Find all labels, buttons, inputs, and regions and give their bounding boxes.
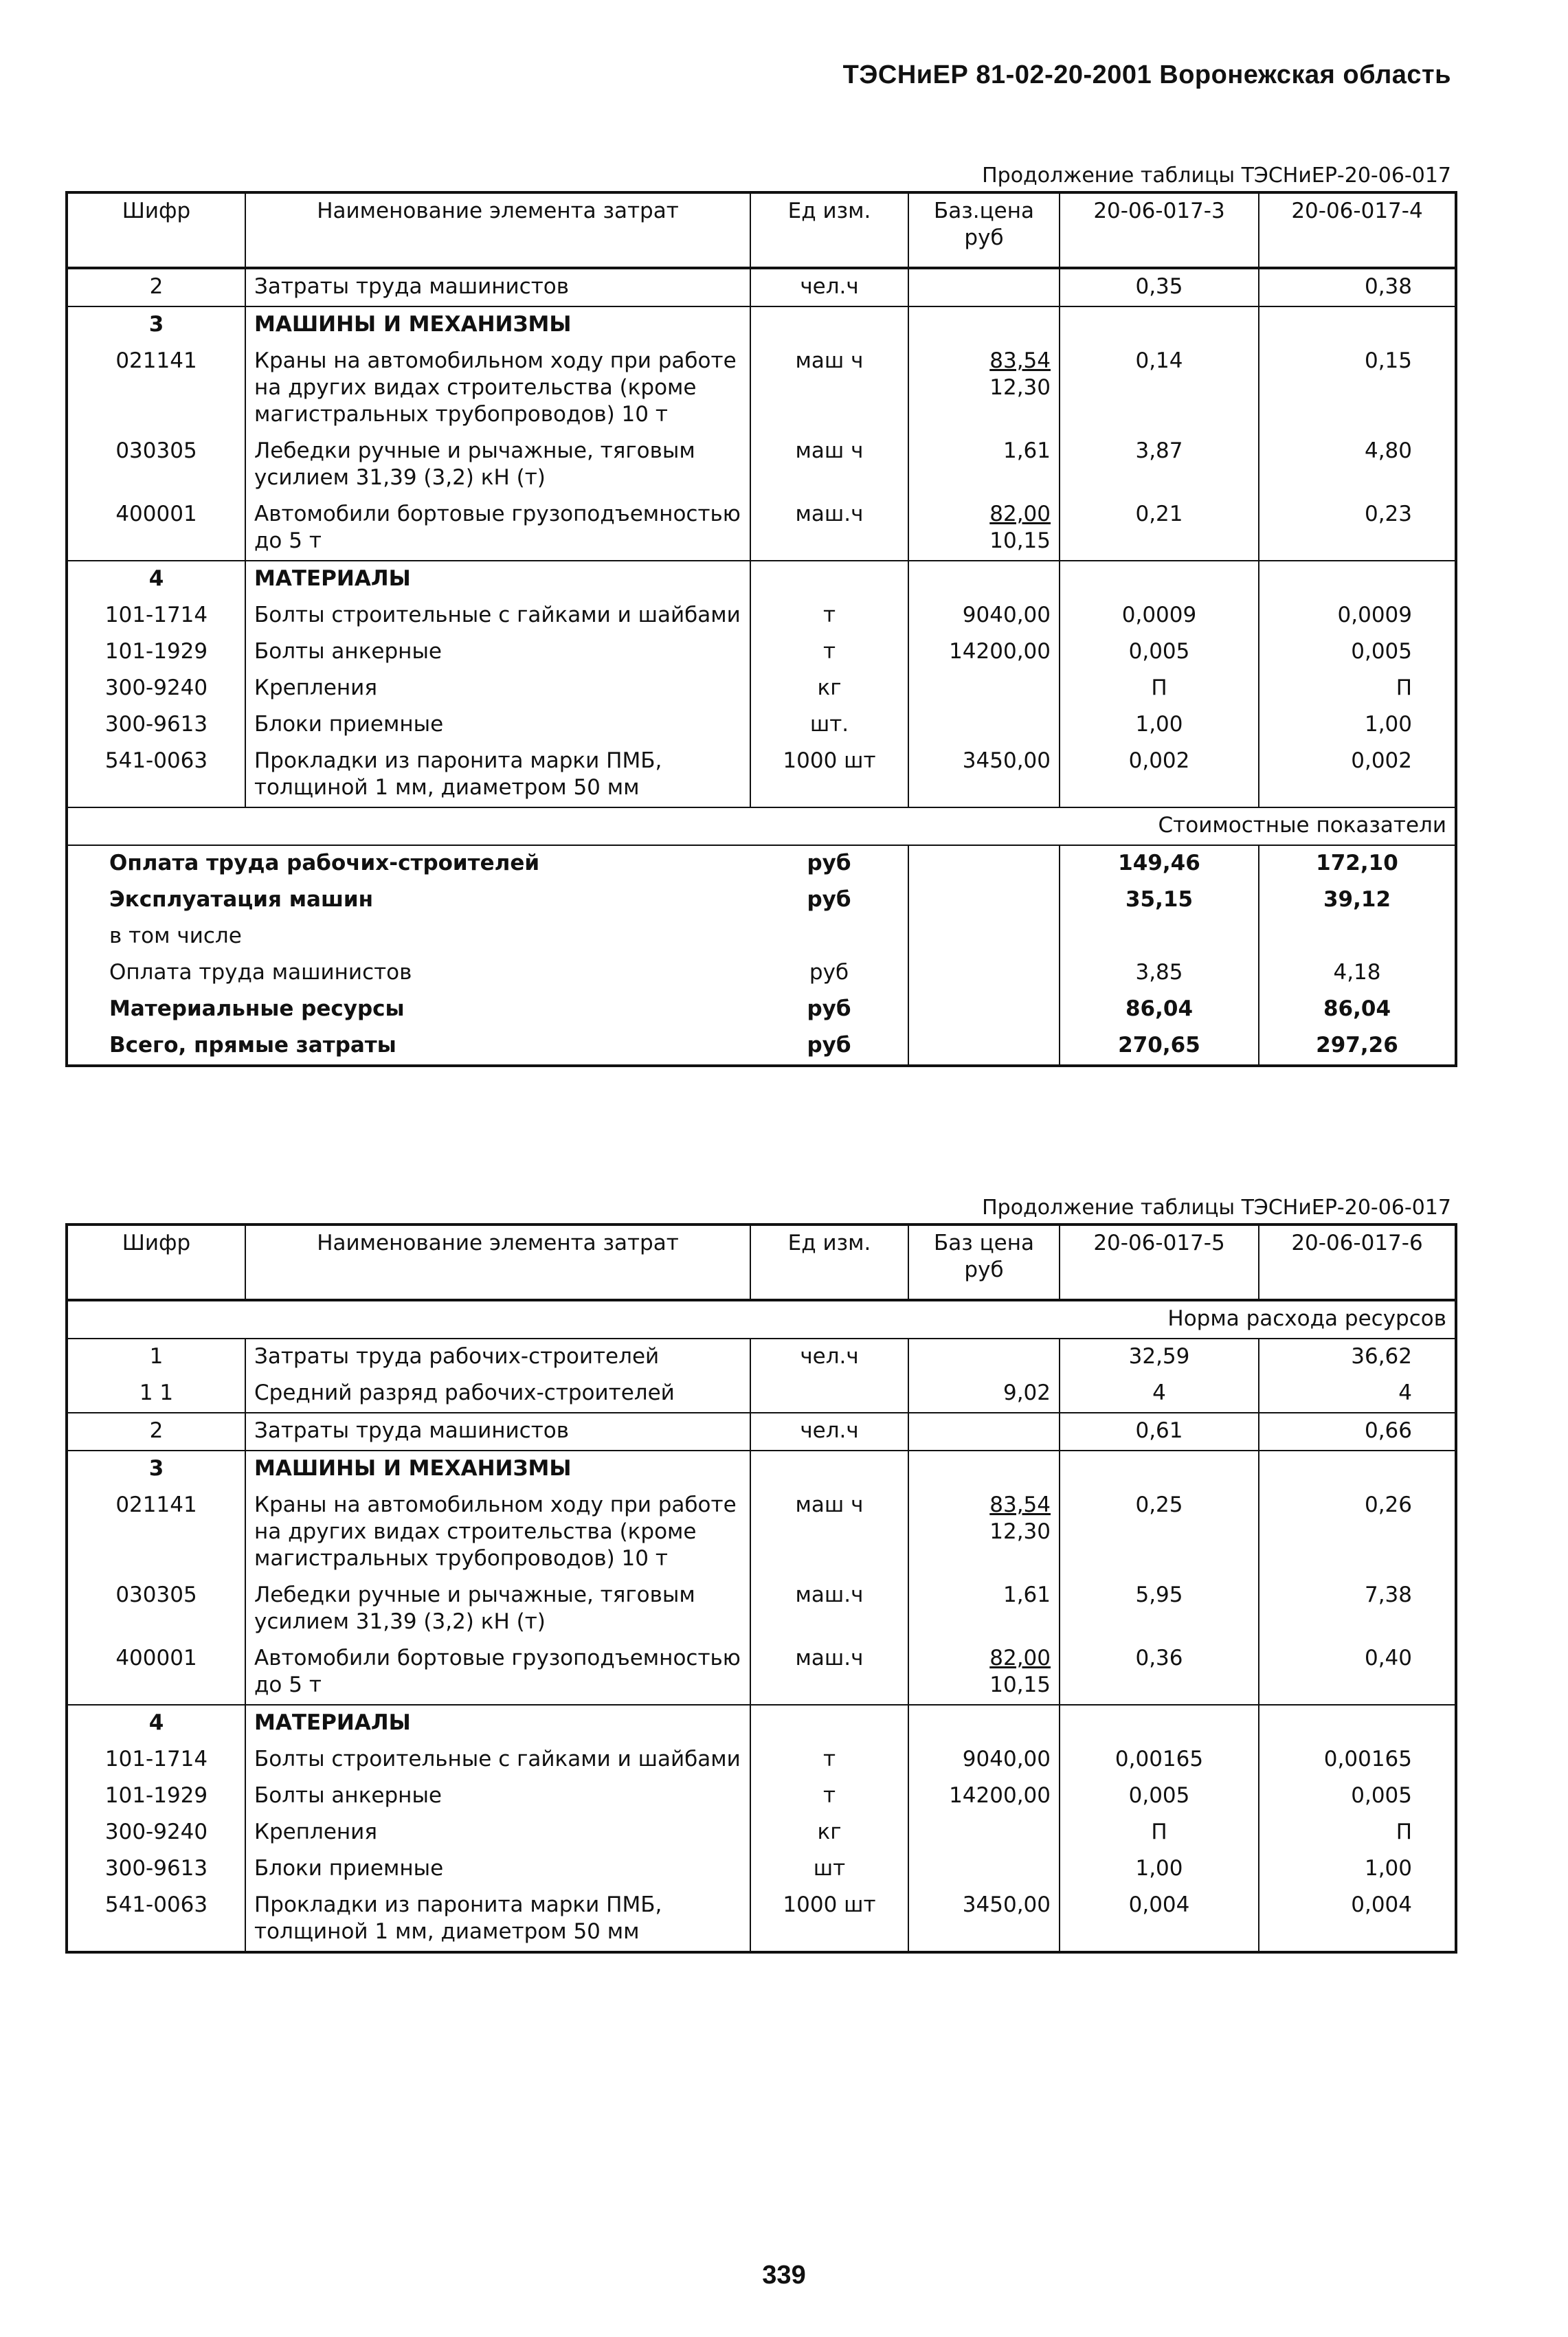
row-value-a bbox=[1060, 1451, 1259, 1488]
row-unit: чел.ч bbox=[750, 268, 908, 306]
row-unit: маш ч bbox=[750, 1488, 908, 1578]
row-code: 541-0063 bbox=[104, 1892, 208, 1917]
resource-norm-band bbox=[67, 1300, 1456, 1339]
total-value-b: 39,12 bbox=[1323, 887, 1391, 912]
row-value-b: 0,002 bbox=[1351, 748, 1412, 773]
row-unit: 1000 шт bbox=[750, 1888, 908, 1952]
row-price: 1,61 bbox=[908, 434, 1060, 497]
table-row bbox=[67, 743, 1456, 807]
row-price: 9040,00 bbox=[908, 1742, 1060, 1778]
row-name: МАШИНЫ И МЕХАНИЗМЫ bbox=[245, 306, 750, 344]
header-price: Баз цена руб bbox=[908, 1225, 1060, 1300]
row-code: 3 bbox=[67, 1451, 245, 1488]
row-name: Крепления bbox=[245, 1815, 750, 1851]
row-code: 300-9613 bbox=[104, 1856, 208, 1881]
total-price bbox=[908, 919, 1060, 955]
row-price bbox=[908, 497, 1060, 561]
row-unit: кг bbox=[750, 671, 908, 707]
row-unit: т bbox=[750, 1778, 908, 1815]
row-price-wage: 10,15 bbox=[989, 1673, 1051, 1697]
table-row bbox=[67, 1742, 1456, 1778]
row-code: 030305 bbox=[115, 438, 197, 463]
row-code: 030305 bbox=[115, 1583, 197, 1607]
row-price bbox=[908, 1851, 1060, 1888]
row-code: 101-1714 bbox=[104, 603, 208, 627]
row-name: Средний разряд рабочих-строителей bbox=[245, 1376, 750, 1413]
table-row bbox=[67, 1578, 1456, 1641]
row-value-a: 0,61 bbox=[1060, 1413, 1259, 1451]
row-code: 4 bbox=[67, 1705, 245, 1742]
table-row bbox=[67, 1339, 1456, 1376]
row-unit: кг bbox=[750, 1815, 908, 1851]
total-label: Эксплуатация машин bbox=[109, 887, 374, 912]
table-row bbox=[67, 707, 1456, 743]
table-row bbox=[67, 598, 1456, 634]
row-code: 021141 bbox=[115, 348, 197, 373]
total-value-a: 86,04 bbox=[1060, 992, 1259, 1028]
table-row bbox=[67, 634, 1456, 671]
row-value-b: П bbox=[1396, 675, 1412, 700]
row-unit: чел.ч bbox=[750, 1339, 908, 1376]
row-price-total: 82,00 bbox=[989, 1646, 1051, 1670]
row-name: Лебедки ручные и рычажные, тяговым усилием 31,39 (3,2) кН (т) bbox=[245, 434, 750, 497]
row-code: 300-9240 bbox=[104, 675, 208, 700]
row-value-b: 1,00 bbox=[1364, 1856, 1412, 1881]
table-row bbox=[67, 434, 1456, 497]
table-row bbox=[67, 1451, 1456, 1488]
row-price: 9,02 bbox=[908, 1376, 1060, 1413]
row-name: Болты строительные с гайками и шайбами bbox=[245, 598, 750, 634]
row-code: 2 bbox=[149, 274, 164, 299]
row-price: 1,61 bbox=[908, 1578, 1060, 1641]
row-value-a: 0,25 bbox=[1060, 1488, 1259, 1578]
row-value-b: 0,40 bbox=[1364, 1646, 1412, 1670]
row-value-b: 0,004 bbox=[1351, 1892, 1412, 1917]
row-value-b: 0,26 bbox=[1364, 1492, 1412, 1517]
row-name: Автомобили бортовые грузоподъемностью до 5 т bbox=[245, 497, 750, 561]
page-header-title: ТЭСНиЕР 81-02-20-2001 Воронежская область bbox=[842, 60, 1451, 89]
row-name: Болты строительные с гайками и шайбами bbox=[245, 1742, 750, 1778]
row-name: Прокладки из паронита марки ПМБ, толщиной 1 мм, диаметром 50 мм bbox=[245, 743, 750, 807]
header-col-b: 20-06-017-6 bbox=[1291, 1231, 1423, 1255]
header-col-a: 20-06-017-3 bbox=[1060, 192, 1259, 268]
row-unit bbox=[750, 1451, 908, 1488]
row-value-b bbox=[1259, 561, 1456, 598]
row-code: 300-9613 bbox=[104, 712, 208, 737]
row-value-a: 4 bbox=[1060, 1376, 1259, 1413]
resource-table-1 bbox=[65, 191, 1457, 1067]
header-unit: Ед изм. bbox=[750, 192, 908, 268]
row-unit: т bbox=[750, 598, 908, 634]
row-value-b: 4,80 bbox=[1364, 438, 1412, 463]
total-unit: руб bbox=[750, 1028, 908, 1066]
total-unit: руб bbox=[750, 845, 908, 882]
total-row bbox=[67, 1028, 1456, 1066]
row-value-a: 0,0009 bbox=[1060, 598, 1259, 634]
table1-body bbox=[67, 192, 1456, 1066]
row-name: Затраты труда рабочих-строителей bbox=[245, 1339, 750, 1376]
table-row bbox=[67, 306, 1456, 344]
row-code: 101-1929 bbox=[104, 639, 208, 664]
row-price bbox=[908, 707, 1060, 743]
row-value-a: 1,00 bbox=[1060, 707, 1259, 743]
row-code: 4 bbox=[67, 561, 245, 598]
total-label: Оплата труда рабочих-строителей bbox=[109, 851, 540, 875]
row-value-a bbox=[1060, 1705, 1259, 1742]
total-value-a: 270,65 bbox=[1060, 1028, 1259, 1066]
row-price bbox=[908, 268, 1060, 306]
row-value-a: 32,59 bbox=[1060, 1339, 1259, 1376]
total-row bbox=[67, 955, 1456, 992]
table-row bbox=[67, 344, 1456, 434]
total-price bbox=[908, 955, 1060, 992]
total-price bbox=[908, 1028, 1060, 1066]
table-row bbox=[67, 671, 1456, 707]
row-code: 300-9240 bbox=[104, 1820, 208, 1844]
total-value-a: 3,85 bbox=[1060, 955, 1259, 992]
row-value-b: 7,38 bbox=[1364, 1583, 1412, 1607]
table2-continuation-caption: Продолжение таблицы ТЭСНиЕР-20-06-017 bbox=[982, 1196, 1451, 1220]
page-number: 339 bbox=[762, 2261, 806, 2290]
row-unit bbox=[750, 561, 908, 598]
row-value-b: 0,66 bbox=[1259, 1413, 1456, 1451]
total-price bbox=[908, 882, 1060, 919]
table-row bbox=[67, 561, 1456, 598]
row-price-total: 83,54 bbox=[989, 1492, 1051, 1517]
total-value-b: 86,04 bbox=[1323, 996, 1391, 1021]
total-price bbox=[908, 992, 1060, 1028]
row-price bbox=[908, 306, 1060, 344]
total-row bbox=[67, 845, 1456, 882]
row-value-b: 4 bbox=[1398, 1380, 1412, 1405]
row-value-b: 0,15 bbox=[1364, 348, 1412, 373]
row-name: Затраты труда машинистов bbox=[245, 268, 750, 306]
row-name: МАТЕРИАЛЫ bbox=[245, 561, 750, 598]
total-row bbox=[67, 992, 1456, 1028]
row-price bbox=[908, 1339, 1060, 1376]
row-name: Блоки приемные bbox=[245, 1851, 750, 1888]
row-price: 9040,00 bbox=[908, 598, 1060, 634]
row-value-b: П bbox=[1396, 1820, 1412, 1844]
table1-continuation-caption: Продолжение таблицы ТЭСНиЕР-20-06-017 bbox=[982, 164, 1451, 188]
row-value-b: 36,62 bbox=[1351, 1344, 1412, 1369]
header-code: Шифр bbox=[67, 192, 245, 268]
row-name: МАТЕРИАЛЫ bbox=[245, 1705, 750, 1742]
total-row bbox=[67, 919, 1456, 955]
row-code: 400001 bbox=[115, 502, 197, 526]
row-unit: маш ч bbox=[750, 434, 908, 497]
total-price bbox=[908, 845, 1060, 882]
row-unit: маш.ч bbox=[750, 497, 908, 561]
table-row bbox=[67, 497, 1456, 561]
row-name: МАШИНЫ И МЕХАНИЗМЫ bbox=[245, 1451, 750, 1488]
row-value-a: П bbox=[1060, 671, 1259, 707]
row-name: Лебедки ручные и рычажные, тяговым усилием 31,39 (3,2) кН (т) bbox=[245, 1578, 750, 1641]
row-price: 14200,00 bbox=[908, 634, 1060, 671]
row-value-a: 0,36 bbox=[1060, 1641, 1259, 1705]
row-value-a: 1,00 bbox=[1060, 1851, 1259, 1888]
row-value-b bbox=[1259, 1705, 1456, 1742]
row-price bbox=[908, 1413, 1060, 1451]
total-value-b: 297,26 bbox=[1316, 1033, 1398, 1058]
total-label: Материальные ресурсы bbox=[109, 996, 405, 1021]
row-unit: чел.ч bbox=[750, 1413, 908, 1451]
row-price bbox=[908, 344, 1060, 434]
row-code: 3 bbox=[67, 306, 245, 344]
row-name: Затраты труда машинистов bbox=[245, 1413, 750, 1451]
row-code: 101-1929 bbox=[104, 1783, 208, 1808]
row-price: 14200,00 bbox=[908, 1778, 1060, 1815]
row-value-a bbox=[1060, 306, 1259, 344]
row-code: 2 bbox=[67, 1413, 245, 1451]
row-value-b: 0,00165 bbox=[1323, 1747, 1412, 1771]
row-value-b: 0,005 bbox=[1351, 639, 1412, 664]
header-col-a: 20-06-017-5 bbox=[1060, 1225, 1259, 1300]
row-price-wage: 12,30 bbox=[989, 375, 1051, 400]
total-unit bbox=[750, 919, 908, 955]
row-unit bbox=[750, 306, 908, 344]
row-name: Блоки приемные bbox=[245, 707, 750, 743]
row-name: Краны на автомобильном ходу при работе на других видах строительства (кроме магистральных трубопроводов) 10 т bbox=[245, 1488, 750, 1578]
row-value-a: 0,14 bbox=[1060, 344, 1259, 434]
row-value-a: 0,005 bbox=[1060, 1778, 1259, 1815]
cost-indicators-label: Стоимостные показатели bbox=[67, 807, 1456, 845]
total-value-b bbox=[1259, 919, 1456, 955]
header-unit: Ед изм. bbox=[750, 1225, 908, 1300]
row-code: 541-0063 bbox=[104, 748, 208, 773]
table-row bbox=[67, 1778, 1456, 1815]
row-price bbox=[908, 1705, 1060, 1742]
row-price-total: 83,54 bbox=[989, 348, 1051, 373]
table-row bbox=[67, 1851, 1456, 1888]
total-value-b: 4,18 bbox=[1333, 960, 1381, 985]
header-col-b: 20-06-017-4 bbox=[1291, 199, 1423, 223]
row-price: 3450,00 bbox=[908, 1888, 1060, 1952]
row-price-wage: 10,15 bbox=[989, 528, 1051, 553]
table-row bbox=[67, 1641, 1456, 1705]
row-code: 101-1714 bbox=[104, 1747, 208, 1771]
row-name: Автомобили бортовые грузоподъемностью до 5 т bbox=[245, 1641, 750, 1705]
row-unit: маш.ч bbox=[750, 1578, 908, 1641]
row-value-b: 0,0009 bbox=[1337, 603, 1412, 627]
row-price bbox=[908, 1641, 1060, 1705]
table-row bbox=[67, 1413, 1456, 1451]
row-name: Болты анкерные bbox=[245, 634, 750, 671]
row-unit bbox=[750, 1376, 908, 1413]
row-name: Крепления bbox=[245, 671, 750, 707]
cost-indicators-band bbox=[67, 807, 1456, 845]
row-unit bbox=[750, 1705, 908, 1742]
row-value-b bbox=[1259, 1451, 1456, 1488]
row-value-a: 3,87 bbox=[1060, 434, 1259, 497]
row-value-a: 0,005 bbox=[1060, 634, 1259, 671]
row-price bbox=[908, 671, 1060, 707]
row-unit: маш.ч bbox=[750, 1641, 908, 1705]
row-code: 1 1 bbox=[139, 1380, 174, 1405]
table-row bbox=[67, 1488, 1456, 1578]
table-row bbox=[67, 1888, 1456, 1952]
row-price: 3450,00 bbox=[908, 743, 1060, 807]
row-name: Краны на автомобильном ходу при работе на других видах строительства (кроме магистральных трубопроводов) 10 т bbox=[245, 344, 750, 434]
row-price bbox=[908, 561, 1060, 598]
resource-norm-label: Норма расхода ресурсов bbox=[67, 1300, 1456, 1339]
total-unit: руб bbox=[750, 992, 908, 1028]
table-row bbox=[67, 1815, 1456, 1851]
table2-header-row bbox=[67, 1225, 1456, 1300]
header-price: Баз.цена руб bbox=[908, 192, 1060, 268]
total-unit: руб bbox=[750, 882, 908, 919]
header-name: Наименование элемента затрат bbox=[245, 1225, 750, 1300]
table-row bbox=[67, 1705, 1456, 1742]
row-value-a: 0,35 bbox=[1060, 268, 1259, 306]
row-price-total: 82,00 bbox=[989, 502, 1051, 526]
total-value-a: 35,15 bbox=[1060, 882, 1259, 919]
row-value-a: 5,95 bbox=[1060, 1578, 1259, 1641]
row-unit: шт. bbox=[750, 707, 908, 743]
row-price bbox=[908, 1488, 1060, 1578]
total-value-a bbox=[1060, 919, 1259, 955]
total-label: Всего, прямые затраты bbox=[109, 1033, 396, 1058]
row-value-b: 1,00 bbox=[1364, 712, 1412, 737]
row-unit: шт bbox=[750, 1851, 908, 1888]
row-unit: т bbox=[750, 1742, 908, 1778]
row-unit: 1000 шт bbox=[750, 743, 908, 807]
header-code: Шифр bbox=[67, 1225, 245, 1300]
row-unit: маш ч bbox=[750, 344, 908, 434]
row-value-a: 0,002 bbox=[1060, 743, 1259, 807]
row-value-a: 0,21 bbox=[1060, 497, 1259, 561]
total-unit: руб bbox=[750, 955, 908, 992]
table-row bbox=[67, 268, 1456, 306]
total-value-b: 172,10 bbox=[1316, 851, 1398, 875]
table2-body bbox=[67, 1225, 1456, 1952]
row-code: 1 bbox=[149, 1344, 164, 1369]
row-price bbox=[908, 1451, 1060, 1488]
row-code: 021141 bbox=[115, 1492, 197, 1517]
row-value-a: П bbox=[1060, 1815, 1259, 1851]
total-value-a: 149,46 bbox=[1060, 845, 1259, 882]
row-value-b: 0,38 bbox=[1364, 274, 1412, 299]
row-name: Прокладки из паронита марки ПМБ, толщиной 1 мм, диаметром 50 мм bbox=[245, 1888, 750, 1952]
resource-table-2 bbox=[65, 1223, 1457, 1954]
row-name: Болты анкерные bbox=[245, 1778, 750, 1815]
total-row bbox=[67, 882, 1456, 919]
total-label: в том числе bbox=[109, 924, 242, 948]
row-value-a: 0,00165 bbox=[1060, 1742, 1259, 1778]
row-value-a: 0,004 bbox=[1060, 1888, 1259, 1952]
header-name: Наименование элемента затрат bbox=[245, 192, 750, 268]
total-label: Оплата труда машинистов bbox=[109, 960, 412, 985]
table1-header-row bbox=[67, 192, 1456, 268]
row-value-b: 0,23 bbox=[1364, 502, 1412, 526]
row-code: 400001 bbox=[115, 1646, 197, 1670]
row-price-wage: 12,30 bbox=[989, 1519, 1051, 1544]
row-value-b: 0,005 bbox=[1351, 1783, 1412, 1808]
table-row bbox=[67, 1376, 1456, 1413]
row-value-a bbox=[1060, 561, 1259, 598]
row-price bbox=[908, 1815, 1060, 1851]
row-unit: т bbox=[750, 634, 908, 671]
row-value-b bbox=[1259, 306, 1456, 344]
